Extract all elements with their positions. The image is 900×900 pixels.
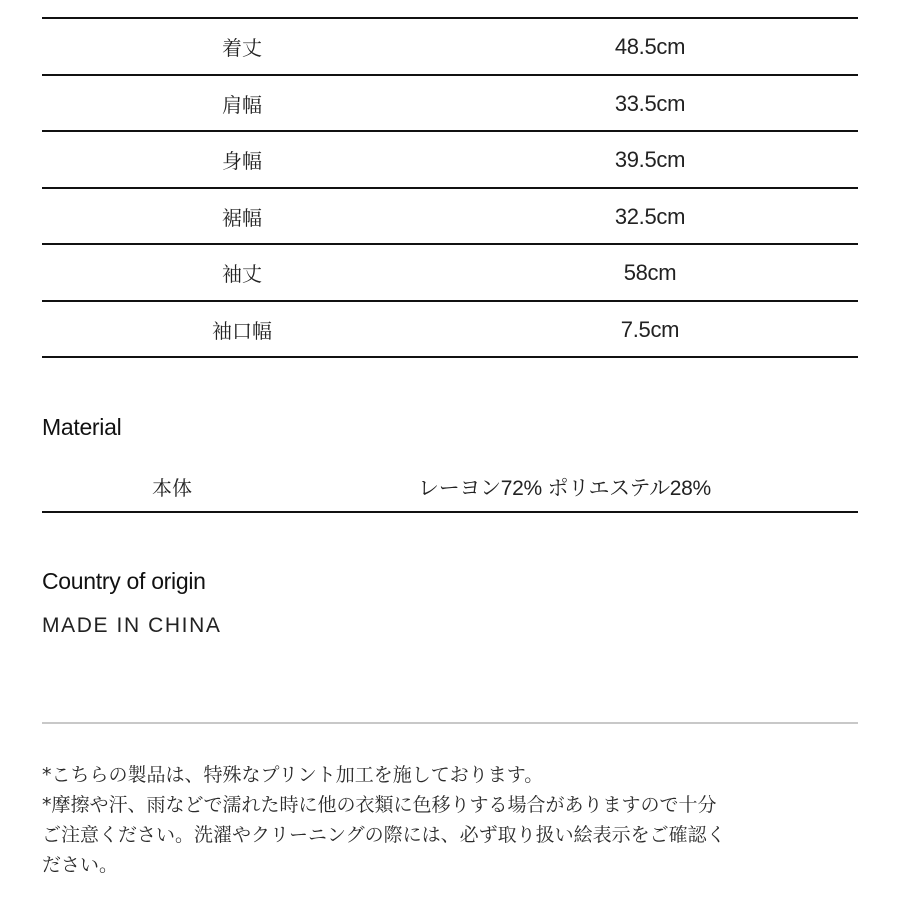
note-line: *こちらの製品は、特殊なプリント加工を施しております。	[42, 764, 544, 786]
material-heading: Material	[42, 414, 122, 440]
table-row	[42, 76, 858, 131]
note-line: ご注意ください。洗濯やクリーニングの際には、必ず取り扱い絵表示をご確認く	[42, 824, 726, 846]
material-divider	[42, 511, 858, 513]
size-label: 身幅	[222, 149, 262, 173]
table-row	[42, 302, 858, 357]
table-divider	[42, 356, 858, 358]
origin-value: MADE IN CHINA	[42, 614, 222, 637]
note-line: *摩擦や汗、雨などで濡れた時に他の衣類に色移りする場合がありますので十分	[42, 794, 717, 816]
table-row	[42, 19, 858, 74]
origin-heading: Country of origin	[42, 568, 206, 594]
note-line: ださい。	[42, 854, 119, 876]
size-value: 33.5cm	[614, 90, 686, 116]
size-label: 袖口幅	[212, 319, 272, 343]
size-label: 裾幅	[222, 206, 262, 230]
material-row	[42, 466, 858, 506]
size-value: 58cm	[623, 259, 677, 285]
size-value: 32.5cm	[614, 203, 686, 229]
care-notes	[42, 760, 872, 880]
material-label: 本体	[152, 476, 192, 500]
table-row	[42, 132, 858, 187]
table-row	[42, 189, 858, 244]
section-divider	[42, 722, 858, 724]
size-label: 肩幅	[222, 93, 262, 117]
size-label: 着丈	[222, 36, 262, 60]
size-value: 48.5cm	[614, 33, 686, 59]
material-value: レーヨン72% ポリエステル28%	[418, 477, 711, 500]
size-value: 7.5cm	[620, 316, 680, 342]
table-row	[42, 245, 858, 300]
size-value: 39.5cm	[614, 146, 686, 172]
size-label: 袖丈	[222, 262, 262, 286]
